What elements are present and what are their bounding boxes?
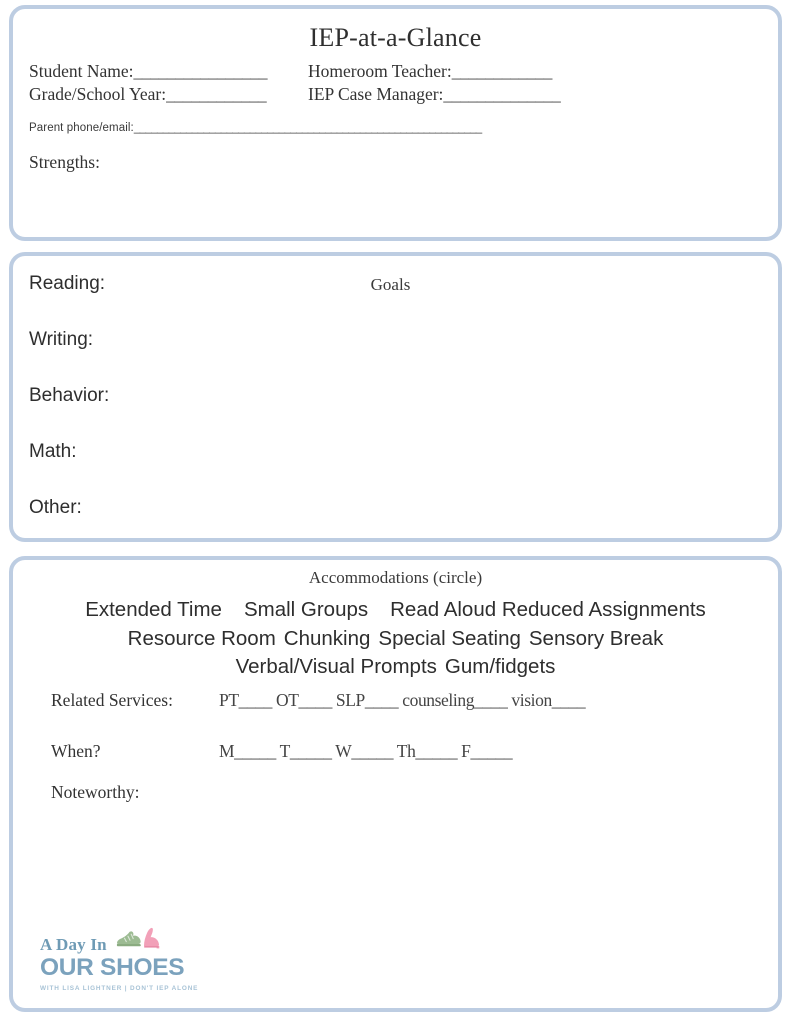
iep-case-manager-label: IEP Case Manager: [308, 84, 444, 104]
parent-contact-label: Parent phone/email: [29, 122, 134, 134]
student-name-blank: ________________ [133, 61, 268, 81]
identification-row-1 [29, 61, 769, 82]
goals-panel [9, 252, 782, 542]
student-name-label: Student Name: [29, 61, 134, 81]
goal-item-reading[interactable]: Reading: [29, 273, 106, 294]
accommodation-option-verbal-visual-prompts[interactable]: Verbal/Visual Prompts [235, 655, 437, 678]
iep-case-manager-blank: ______________ [443, 84, 561, 104]
goals-list [29, 272, 529, 552]
when-field[interactable] [51, 741, 751, 762]
accommodation-option-extended-time[interactable]: Extended Time [85, 598, 222, 621]
related-services-label: Related Services: [51, 690, 173, 710]
accommodation-option-resource-room[interactable]: Resource Room [127, 626, 276, 650]
accommodations-row-1 [13, 596, 778, 625]
homeroom-teacher-field[interactable] [308, 61, 728, 82]
accommodation-option-sensory-break[interactable]: Sensory Break [528, 626, 664, 650]
accommodations-panel [9, 556, 782, 1012]
homeroom-teacher-label: Homeroom Teacher: [308, 61, 452, 81]
logo-line-one: A Day In [40, 935, 107, 954]
goal-item-behavior[interactable]: Behavior: [29, 385, 110, 406]
noteworthy-field[interactable] [51, 782, 751, 803]
parent-contact-blank: ____________________________________________________________ [133, 122, 482, 134]
iep-case-manager-field[interactable] [308, 84, 728, 105]
grade-school-year-blank: ____________ [166, 84, 267, 104]
page-title: IEP-at-a-Glance [309, 23, 482, 52]
when-values: M_____ T_____ W_____ Th_____ F_____ [219, 741, 513, 761]
related-services-field[interactable] [51, 690, 751, 711]
grade-school-year-label: Grade/School Year: [29, 84, 167, 104]
logo-top-row [40, 925, 225, 954]
brand-logo [40, 925, 225, 994]
when-label: When? [51, 741, 101, 761]
strengths-field[interactable] [29, 152, 100, 173]
accommodations-row-3 [13, 653, 778, 682]
related-services-values: PT____ OT____ SLP____ counseling____ vision____ [219, 690, 586, 710]
strengths-label: Strengths: [29, 152, 100, 172]
homeroom-teacher-blank: ____________ [451, 61, 552, 81]
parent-contact-field[interactable] [29, 122, 482, 134]
grade-school-year-field[interactable] [29, 84, 308, 105]
accommodation-option-chunking[interactable]: Chunking [283, 626, 371, 650]
goals-header: Goals [370, 275, 411, 294]
goal-item-other[interactable]: Other: [29, 497, 82, 518]
accommodation-option-gum-fidgets[interactable]: Gum/fidgets [444, 655, 556, 678]
accommodation-option-special-seating[interactable]: Special Seating [378, 626, 521, 650]
identification-row-2 [29, 84, 769, 105]
logo-line-two: OUR SHOES [40, 954, 185, 981]
logo-tagline: WITH LISA LIGHTNER | DON'T IEP ALONE [40, 985, 199, 992]
accommodations-row-2 [13, 625, 778, 654]
accommodation-option-small-groups[interactable]: Small Groups [243, 598, 369, 621]
accommodations-options [13, 596, 778, 682]
goal-item-writing[interactable]: Writing: [29, 329, 94, 350]
identification-fields [29, 61, 769, 107]
student-name-field[interactable] [29, 61, 308, 82]
identification-panel [9, 5, 782, 241]
accommodation-option-read-aloud-reduced-assignments[interactable]: Read Aloud Reduced Assignments [390, 598, 706, 621]
shoes-icon [115, 925, 161, 954]
accommodations-header: Accommodations (circle) [308, 568, 483, 587]
noteworthy-label: Noteworthy: [51, 782, 140, 802]
goal-item-math[interactable]: Math: [29, 441, 77, 462]
